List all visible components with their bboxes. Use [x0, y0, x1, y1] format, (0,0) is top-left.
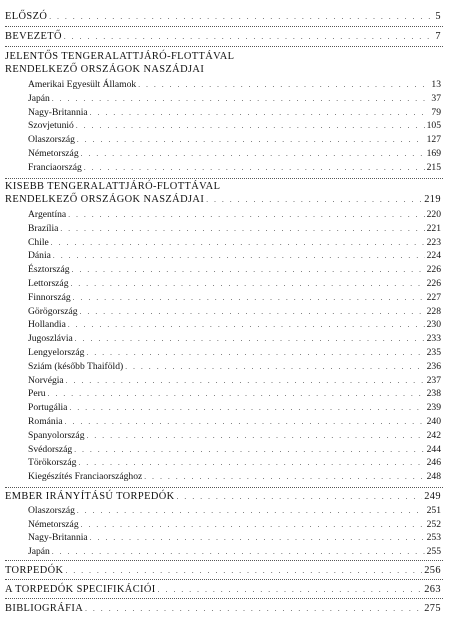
toc-subentry[interactable]: [28, 293, 441, 303]
toc-page-number: 219: [424, 194, 441, 205]
toc-entry-torpedok[interactable]: [5, 566, 441, 576]
leader-dots: [144, 474, 424, 481]
leader-dots: [75, 336, 425, 343]
toc-label: Jugoszlávia: [28, 333, 73, 345]
toc-subentry[interactable]: [28, 506, 441, 516]
toc-label: TORPEDÓK: [5, 565, 64, 576]
leader-dots: [65, 568, 422, 575]
toc-page-number: 237: [426, 374, 441, 386]
toc-subentry[interactable]: [28, 533, 441, 543]
toc-page-number: 169: [426, 148, 441, 159]
leader-dots: [81, 151, 425, 158]
divider: [5, 26, 443, 27]
toc-label: ELŐSZÓ: [5, 11, 48, 22]
toc-label: Portugália: [28, 402, 68, 414]
toc-page-number: 226: [426, 264, 441, 276]
toc-subentry[interactable]: [28, 238, 441, 248]
toc-subentry[interactable]: [28, 210, 441, 220]
toc-entry-specifikaciok[interactable]: [5, 585, 441, 595]
toc-page-number: 275: [424, 603, 441, 614]
toc-page-number: 223: [426, 236, 441, 248]
toc-page-number: 235: [426, 347, 441, 358]
toc-subentry[interactable]: [28, 224, 441, 234]
toc-page-number: 249: [424, 491, 441, 502]
toc-subentry[interactable]: [28, 520, 441, 530]
leader-dots: [85, 606, 422, 613]
toc-entry-section3[interactable]: [5, 492, 441, 502]
toc-label: Franciaország: [28, 161, 82, 173]
toc-page-number: 252: [426, 518, 441, 530]
toc-page-number: 105: [426, 120, 441, 132]
toc-page-number: 236: [426, 360, 441, 372]
toc-subentry[interactable]: [28, 472, 441, 482]
leader-dots: [84, 165, 425, 172]
leader-dots: [78, 460, 424, 467]
toc-page-number: 239: [426, 402, 441, 414]
toc-page-number: 127: [426, 134, 441, 146]
toc-label: EMBER IRÁNYÍTÁSÚ TORPEDÓK: [5, 491, 175, 502]
toc-label: Románia: [28, 416, 63, 427]
leader-dots: [177, 494, 423, 501]
toc-label: Görögország: [28, 305, 78, 317]
toc-subentry[interactable]: [28, 547, 441, 557]
toc-page-number: 253: [426, 532, 441, 543]
toc-label: Chile: [28, 236, 49, 248]
toc-label: Argentína: [28, 209, 67, 220]
leader-dots: [49, 14, 433, 21]
toc-page-number: 79: [431, 106, 441, 118]
toc-page-number: 226: [426, 278, 441, 289]
toc-label: Észtország: [28, 264, 70, 276]
toc-subentry[interactable]: [28, 445, 441, 455]
leader-dots: [86, 350, 424, 357]
toc-label: Dánia: [28, 250, 51, 262]
section-heading-line1: KISEBB TENGERALATTJÁRÓ-FLOTTÁVAL: [5, 181, 221, 192]
toc-subentry[interactable]: [28, 163, 441, 173]
toc-subentry[interactable]: [28, 80, 441, 90]
toc-subentry[interactable]: [28, 121, 441, 131]
section-heading-line2: RENDELKEZŐ ORSZÁGOK NASZÁDJAI: [5, 64, 205, 75]
leader-dots: [66, 378, 425, 385]
toc-page-number: 251: [426, 505, 441, 516]
leader-dots: [65, 419, 425, 426]
leader-dots: [138, 82, 429, 89]
toc-subentry[interactable]: [28, 389, 441, 399]
leader-dots: [60, 226, 424, 233]
toc-label: Svédország: [28, 443, 73, 455]
toc-subentry[interactable]: [28, 108, 441, 118]
leader-dots: [71, 281, 425, 288]
toc-page-number: 242: [426, 429, 441, 441]
toc-page-number: 233: [426, 333, 441, 345]
toc-page-number: 7: [435, 31, 441, 42]
leader-dots: [48, 391, 425, 398]
leader-dots: [68, 212, 424, 219]
toc-label: Nagy-Britannia: [28, 532, 88, 543]
toc-label: Japán: [28, 92, 50, 104]
toc-subentry[interactable]: [28, 320, 441, 330]
toc-label: Lettország: [28, 278, 69, 289]
toc-page-number: 248: [426, 471, 441, 483]
leader-dots: [90, 535, 425, 542]
toc-label: Németország: [28, 518, 79, 530]
leader-dots: [81, 522, 425, 529]
toc-label: Németország: [28, 148, 79, 159]
leader-dots: [51, 240, 425, 247]
toc-page-number: 255: [426, 545, 441, 557]
toc-subentry[interactable]: [28, 403, 441, 413]
leader-dots: [125, 364, 424, 371]
leader-dots: [74, 447, 424, 454]
toc-page-number: 227: [426, 291, 441, 303]
toc-page-number: 246: [426, 457, 441, 469]
toc-subentry[interactable]: [28, 376, 441, 386]
leader-dots: [69, 405, 424, 412]
leader-dots: [64, 34, 434, 41]
toc-label: BIBLIOGRÁFIA: [5, 603, 84, 614]
toc-subentry[interactable]: [28, 265, 441, 275]
toc-page-number: 224: [426, 250, 441, 262]
toc-label: RENDELKEZŐ ORSZÁGOK NASZÁDJAI: [5, 194, 205, 205]
toc-subentry[interactable]: [28, 334, 441, 344]
leader-dots: [87, 433, 425, 440]
toc-page-number: 5: [435, 11, 441, 22]
divider: [5, 178, 443, 179]
divider: [5, 560, 443, 561]
leader-dots: [76, 123, 425, 130]
toc-subentry[interactable]: [28, 362, 441, 372]
toc-label: Brazília: [28, 222, 59, 234]
toc-label: Szovjetunió: [28, 120, 74, 132]
toc-subentry[interactable]: [28, 135, 441, 145]
leader-dots: [158, 587, 423, 594]
toc-label: Amerikai Egyesült Államok: [28, 79, 137, 90]
leader-dots: [90, 110, 430, 117]
toc-page-number: 263: [424, 584, 441, 595]
toc-label: Olaszország: [28, 134, 75, 146]
divider: [5, 487, 443, 488]
leader-dots: [77, 137, 425, 144]
leader-dots: [53, 253, 425, 260]
toc-subentry[interactable]: [28, 458, 441, 468]
toc-page-number: 220: [426, 209, 441, 220]
toc-page-number: 244: [426, 443, 441, 455]
toc-label: Sziám (később Thaiföld): [28, 360, 124, 372]
toc-label: Japán: [28, 545, 50, 557]
toc-label: Peru: [28, 388, 46, 400]
toc-label: Spanyolország: [28, 429, 85, 441]
toc-entry-section2[interactable]: [5, 195, 441, 205]
toc-page-number: 228: [426, 305, 441, 317]
toc-entry-bibliografia[interactable]: [5, 604, 441, 614]
toc-label: Hollandia: [28, 319, 66, 331]
leader-dots: [52, 549, 425, 556]
toc-subentry[interactable]: [28, 279, 441, 289]
leader-dots: [73, 295, 425, 302]
toc-page-number: 230: [426, 319, 441, 331]
toc-entry-eloszo[interactable]: [5, 12, 441, 22]
divider: [5, 579, 443, 580]
toc-subentry[interactable]: [28, 94, 441, 104]
toc-entry-bevezeto[interactable]: [5, 32, 441, 42]
toc-page-number: 13: [431, 79, 441, 90]
toc-page-number: 215: [426, 161, 441, 173]
leader-dots: [206, 197, 422, 204]
leader-dots: [52, 96, 430, 103]
toc-page-number: 256: [424, 565, 441, 576]
toc-label: Törökország: [28, 457, 77, 469]
toc-subentry[interactable]: [28, 149, 441, 159]
toc-label: A TORPEDÓK SPECIFIKÁCIÓI: [5, 584, 156, 595]
toc-page-number: 238: [426, 388, 441, 400]
toc-subentry[interactable]: [28, 251, 441, 261]
toc-subentry[interactable]: [28, 431, 441, 441]
leader-dots: [80, 309, 425, 316]
toc-label: Kiegészítés Franciaországhoz: [28, 471, 143, 483]
toc-label: Nagy-Britannia: [28, 106, 88, 118]
divider: [5, 46, 443, 47]
toc-subentry[interactable]: [28, 307, 441, 317]
toc-label: BEVEZETŐ: [5, 31, 62, 42]
toc-page-number: 37: [431, 92, 441, 104]
toc-subentry[interactable]: [28, 417, 441, 427]
leader-dots: [72, 267, 425, 274]
toc-label: Olaszország: [28, 505, 75, 516]
toc-page-number: 240: [426, 416, 441, 427]
toc-subentry[interactable]: [28, 348, 441, 358]
leader-dots: [77, 508, 425, 515]
toc-label: Norvégia: [28, 374, 64, 386]
leader-dots: [68, 322, 425, 329]
divider: [5, 598, 443, 599]
toc-page-number: 221: [426, 222, 441, 234]
toc-label: Finnország: [28, 291, 71, 303]
toc-label: Lengyelország: [28, 347, 85, 358]
section-heading-line1: JELENTŐS TENGERALATTJÁRÓ-FLOTTÁVAL: [5, 51, 235, 62]
